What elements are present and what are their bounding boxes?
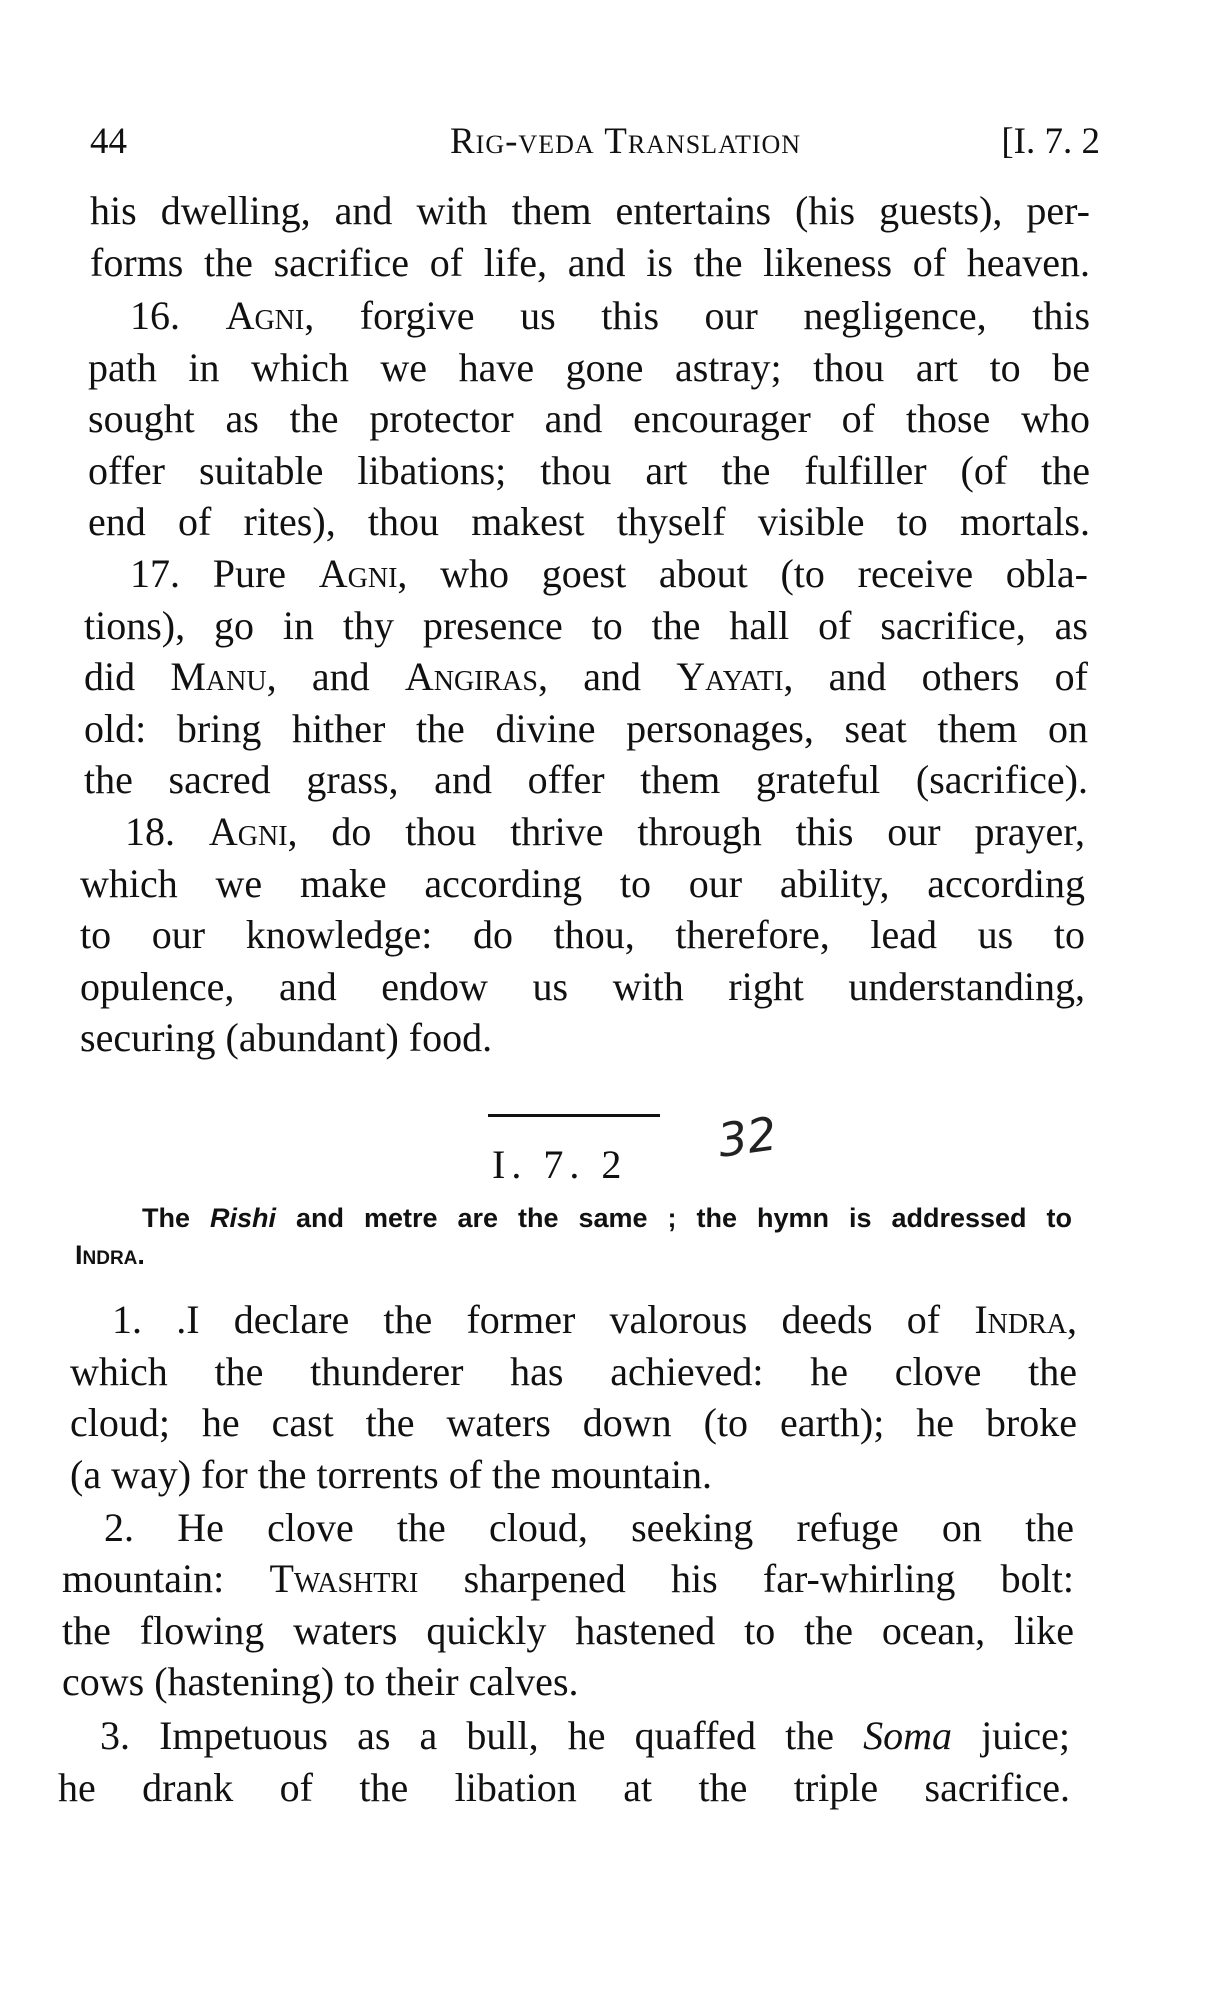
hymn-verse-3-line: 3. Impetuous as a bull, he quaffed the Soma juice; xyxy=(100,1713,1070,1758)
verse-17-line: did Manu, and Angiras, and Yayati, and others of xyxy=(84,654,1088,699)
verse-18-line: opulence, and endow us with right understanding, xyxy=(80,964,1085,1009)
verse-16-line: path in which we have gone astray; thou art to be xyxy=(88,345,1090,390)
body-line: forms the sacrifice of life, and is the likeness of heaven. xyxy=(90,240,1090,285)
verse-17-line: old: bring hither the divine personages, seat them on xyxy=(84,706,1088,751)
hymn-verse-1-line: cloud; he cast the waters down (to earth); he broke xyxy=(70,1400,1077,1445)
hymn-verse-2-line: cows (hastening) to their calves. xyxy=(62,1659,579,1704)
hymn-verse-1-line: (a way) for the torrents of the mountain. xyxy=(70,1452,713,1497)
page-header xyxy=(90,120,1100,170)
hymn-note-line: Indra. xyxy=(75,1240,145,1270)
section-heading: I. 7. 2 xyxy=(492,1142,628,1187)
section-divider xyxy=(488,1114,660,1117)
verse-17-line: tions), go in thy presence to the hall of sacrifice, as xyxy=(84,603,1088,648)
hymn-verse-2-line: the flowing waters quickly hastened to the ocean, like xyxy=(62,1608,1074,1653)
hymn-verse-3-line: he drank of the libation at the triple sacrifice. xyxy=(58,1765,1070,1810)
body-line: his dwelling, and with them entertains (his guests), per- xyxy=(90,188,1090,233)
hymn-verse-1-line: 1. .I declare the former valorous deeds of Indra, xyxy=(112,1297,1077,1342)
hymn-verse-1-line: which the thunderer has achieved: he clove the xyxy=(70,1349,1077,1394)
section-reference: [I. 7. 2 xyxy=(1001,121,1100,162)
verse-18-line: to our knowledge: do thou, therefore, lead us to xyxy=(80,912,1085,957)
running-title: Rig-veda Translation xyxy=(450,121,802,162)
hymn-note-line: The Rishi and metre are the same ; the hymn is addressed to xyxy=(142,1203,1072,1233)
handwritten-annotation: 32 xyxy=(714,1106,781,1168)
verse-16-line: offer suitable libations; thou art the fulfiller (of the xyxy=(88,448,1090,493)
verse-17-line: the sacred grass, and offer them grateful (sacrifice). xyxy=(84,757,1088,802)
verse-16-line: sought as the protector and encourager of those who xyxy=(88,396,1090,441)
hymn-verse-2-line: mountain: Twashtri sharpened his far-whirling bolt: xyxy=(62,1556,1074,1601)
verse-18-line: 18. Agni, do thou thrive through this our prayer, xyxy=(125,809,1085,854)
verse-18-line: which we make according to our ability, according xyxy=(80,861,1085,906)
verse-16-line: end of rites), thou makest thyself visible to mortals. xyxy=(88,499,1090,544)
hymn-verse-2-line: 2. He clove the cloud, seeking refuge on the xyxy=(104,1505,1074,1550)
page-number: 44 xyxy=(90,121,127,162)
verse-17-line: 17. Pure Agni, who goest about (to receive obla- xyxy=(130,551,1088,596)
verse-16-line: 16. Agni, forgive us this our negligence, this xyxy=(130,293,1091,338)
verse-18-line: securing (abundant) food. xyxy=(80,1015,493,1060)
